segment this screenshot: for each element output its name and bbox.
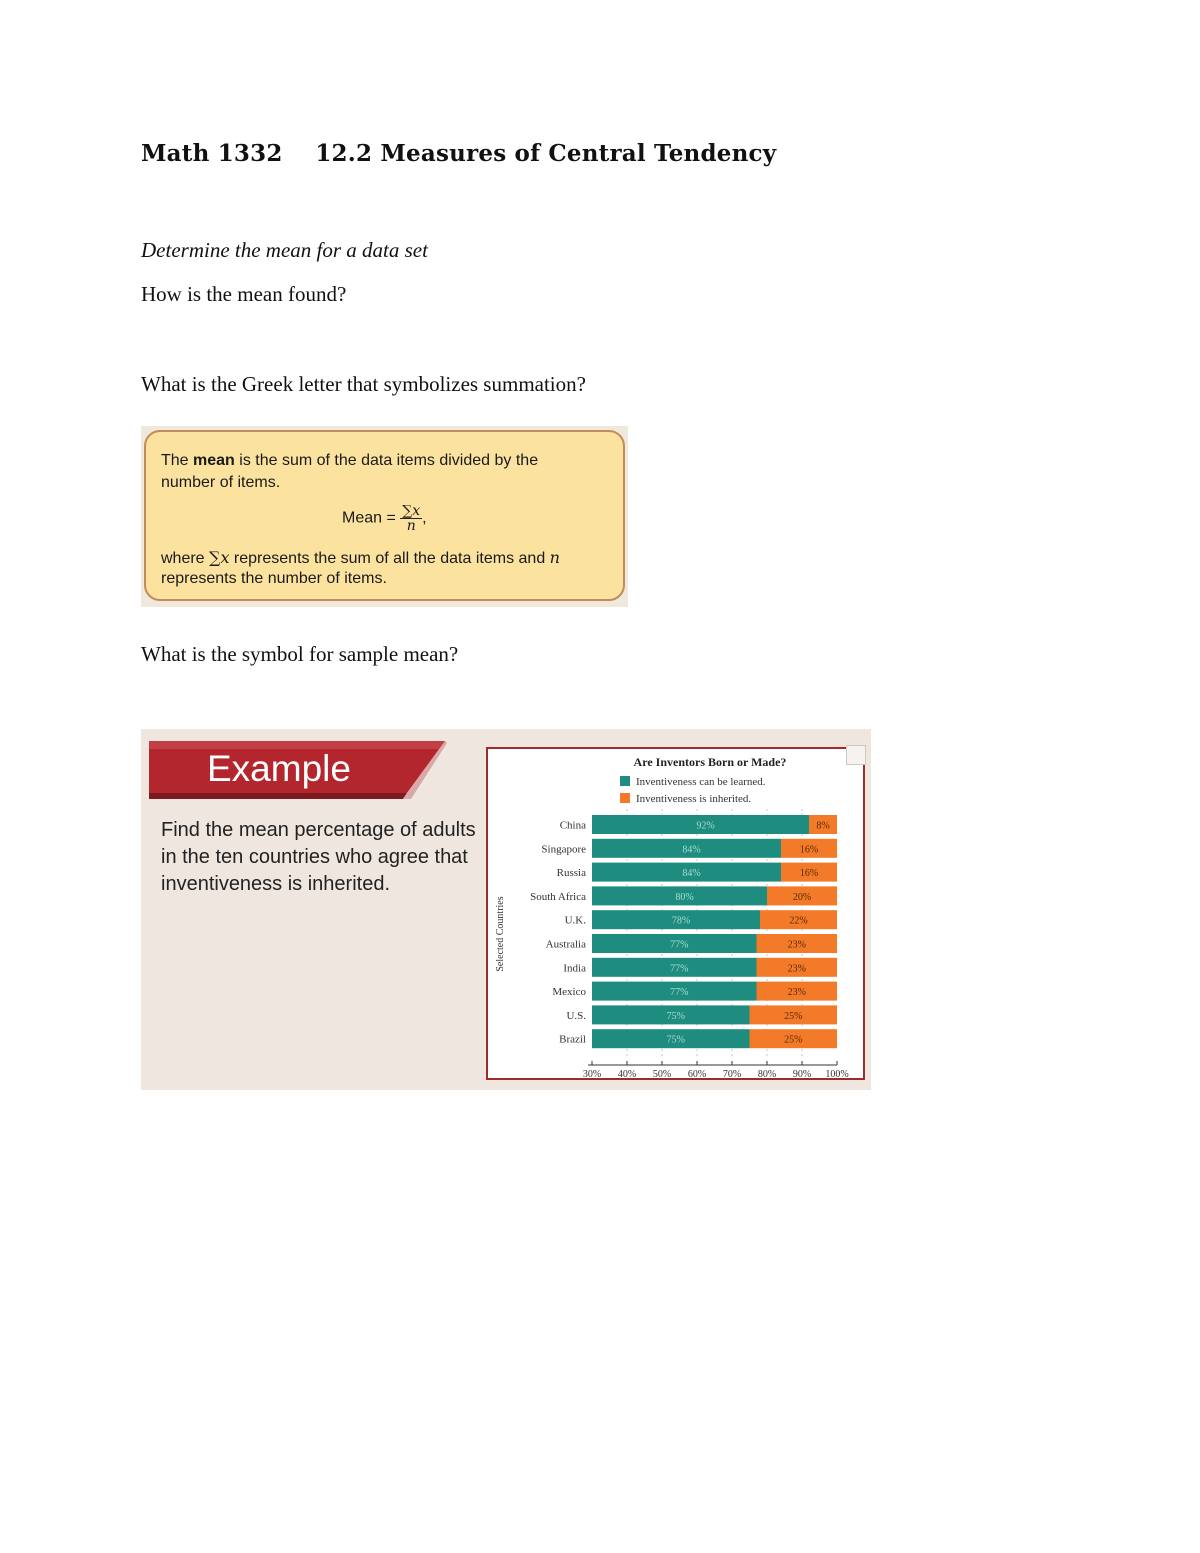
category-label: Singapore (541, 843, 586, 856)
x-tick-label: 80% (757, 1069, 777, 1080)
x-tick-label: 100% (825, 1069, 849, 1080)
data-label-inherited: 16% (799, 868, 819, 880)
mean-formula: Mean = $\frac{\sum x}{n}$ , (342, 503, 427, 534)
x-tick-label: 90% (792, 1069, 812, 1080)
definition-intro: The mean is the sum of the data items divided by the (161, 452, 539, 469)
legend-label-learned: Inventiveness can be learned. (636, 776, 766, 788)
data-label-inherited: 20% (792, 891, 812, 903)
data-label-inherited: 22% (789, 915, 808, 927)
category-label: India (563, 962, 586, 975)
data-label-inherited: 16% (799, 844, 819, 856)
data-label-inherited: 23% (787, 963, 806, 975)
data-label-learned: 78% (671, 915, 691, 927)
definition-panel (141, 426, 628, 607)
x-tick-label: 30% (582, 1069, 602, 1080)
y-axis-label: Selected Countries (495, 896, 506, 972)
data-label-learned: 84% (682, 868, 701, 880)
example-panel (141, 729, 871, 1090)
category-label: Mexico (552, 986, 586, 999)
data-label-learned: 77% (670, 939, 689, 951)
legend-label-inherited: Inventiveness is inherited. (636, 793, 752, 805)
question-mean-found: How is the mean found? (141, 282, 347, 306)
stacked-bar-chart (488, 749, 867, 1082)
section-subtitle: Determine the mean for a data set (141, 238, 428, 262)
chart-title: Are Inventors Born or Made? (633, 755, 787, 769)
category-label: Brazil (559, 1033, 586, 1046)
category-label: U.K. (564, 914, 586, 927)
x-tick-label: 50% (652, 1069, 672, 1080)
data-label-inherited: 25% (784, 1010, 803, 1022)
data-label-inherited: 23% (787, 987, 806, 999)
formula-fraction: $\frac{\sum x}{n}$ (402, 503, 421, 534)
data-label-learned: 80% (675, 891, 694, 903)
data-label-learned: 77% (670, 987, 689, 999)
data-label-learned: 75% (666, 1010, 685, 1022)
page-title: Math 1332 12.2 Measures of Central Tendency (141, 140, 777, 167)
definition-where-line2: represents the number of items. (161, 570, 387, 587)
category-label: Australia (545, 938, 586, 951)
data-label-learned: 84% (682, 844, 701, 856)
legend-swatch-inherited (620, 793, 630, 803)
data-label-learned: 75% (666, 1034, 685, 1046)
x-tick-label: 60% (687, 1069, 707, 1080)
question-sample-mean: What is the symbol for sample mean? (141, 642, 459, 666)
data-label-inherited: 25% (784, 1034, 803, 1046)
x-tick-label: 40% (617, 1069, 637, 1080)
chart-frame (486, 747, 865, 1080)
definition-where: where ∑x represents the sum of all the data items and n (161, 548, 560, 567)
definition-intro-line2: number of items. (161, 474, 281, 491)
category-label: U.S. (566, 1009, 586, 1022)
example-problem: Find the mean percentage of adults in the ten countries who agree that inventiveness is inherited. (161, 819, 476, 895)
data-label-learned: 77% (670, 963, 689, 975)
data-label-inherited: 23% (787, 939, 806, 951)
category-label: Russia (556, 867, 586, 880)
data-label-inherited: 8% (816, 820, 830, 832)
example-heading: Example (207, 748, 351, 789)
data-label-learned: 92% (696, 820, 715, 832)
category-label: China (559, 819, 586, 832)
x-tick-label: 70% (722, 1069, 742, 1080)
definition-box (144, 430, 625, 601)
category-label: South Africa (530, 890, 586, 903)
legend-swatch-learned (620, 776, 630, 786)
question-greek-letter: What is the Greek letter that symbolizes summation? (141, 372, 586, 396)
corner-square (846, 745, 866, 765)
